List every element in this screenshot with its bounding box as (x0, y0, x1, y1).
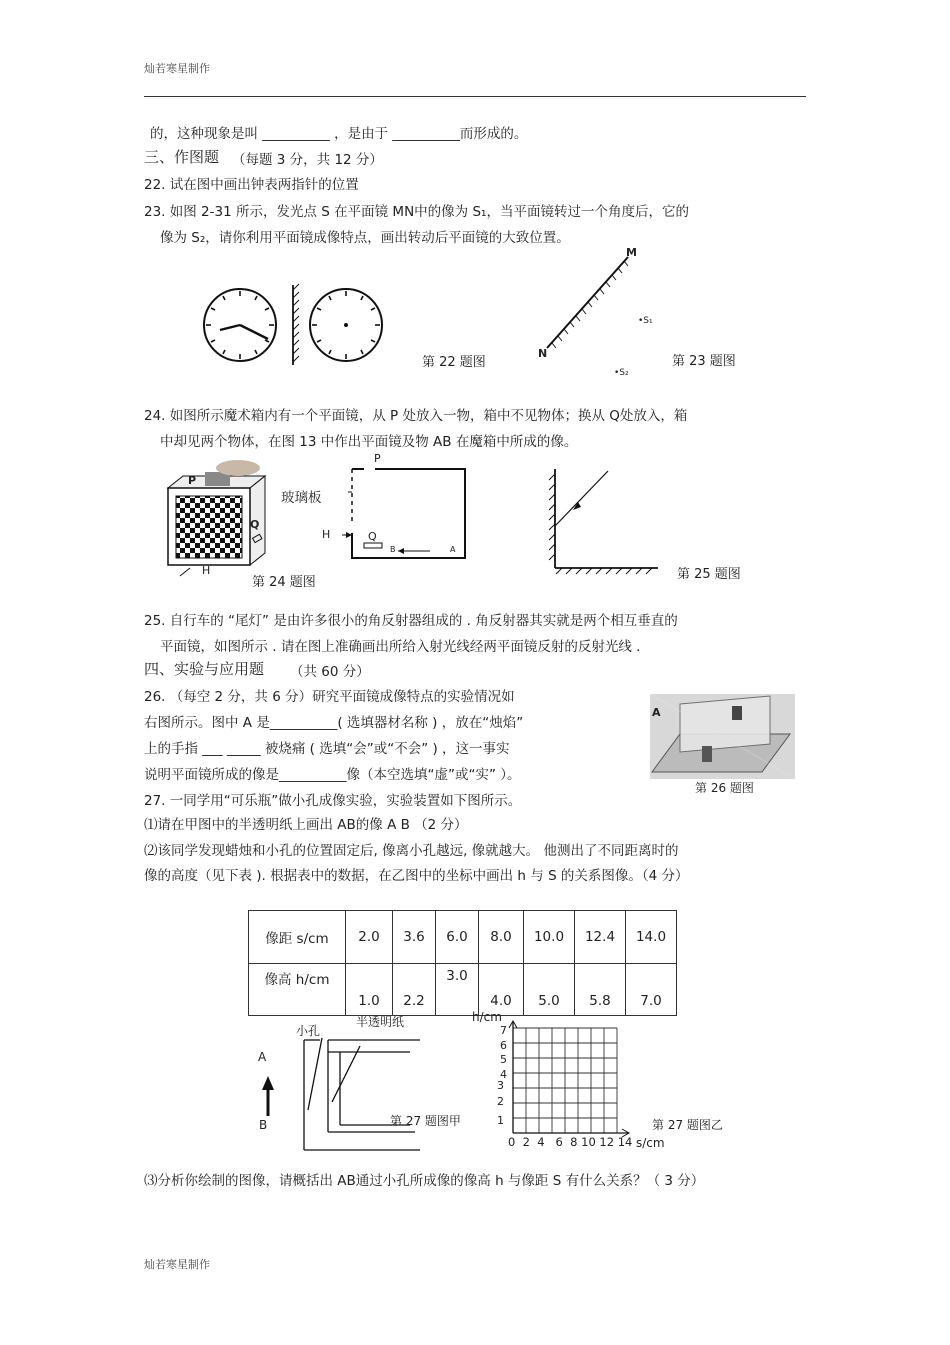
question-25-line2: 平面镜，如图所示 . 请在图上准确画出所给入射光线经两平面镜反射的反射光线 . (160, 639, 641, 655)
table-cell: 2.0 (346, 911, 393, 964)
figure-22-clocks (200, 280, 390, 370)
line-q21-end: 的，这种现象是叫 __________ ，是由于 __________而形成的。 (150, 126, 528, 142)
question-27-part2-line1: ⑵该同学发现蜡烛和小孔的位置固定后, 像离小孔越远, 像就越大。 他测出了不同距离时的 (144, 843, 679, 859)
label-A-fig27: A (258, 1050, 267, 1064)
label-N: N (538, 347, 548, 360)
question-26-line1: 26. （每空 2 分，共 6 分）研究平面镜成像特点的实验情况如 (144, 689, 515, 705)
table-cell: 像距 s/cm (249, 911, 346, 964)
label-Q-outline: Q (368, 530, 377, 543)
caption-23: 第 23 题图 (672, 354, 736, 369)
caption-25: 第 25 题图 (677, 567, 741, 582)
caption-26: 第 26 题图 (695, 781, 754, 795)
caption-27b: 第 27 题图乙 (652, 1118, 723, 1132)
table-row (249, 911, 677, 964)
label-B-fig27: B (259, 1118, 268, 1132)
label-P-outline: P (374, 452, 381, 465)
y-tick-3: 3 (497, 1079, 504, 1092)
question-26-line3: 上的手指 ___ _____ 被烧痛 ( 选填“会”或“不会” ) ，这一事实 (144, 741, 510, 757)
table-row (249, 964, 677, 1016)
label-H-box: H (202, 564, 211, 577)
label-pinhole: 小孔 (296, 1024, 321, 1038)
y-tick-4: 4 (500, 1068, 507, 1081)
table-cell: 3.6 (393, 911, 436, 964)
label-S1: •S₁ (638, 316, 653, 326)
table-cell: 4.0 (479, 964, 524, 1016)
caption-22: 第 22 题图 (422, 355, 486, 370)
table-cell: 7.0 (626, 964, 677, 1016)
table-cell: 像高 h/cm (249, 964, 346, 1016)
question-24-line1: 24. 如图所示魔术箱内有一个平面镜，从 P 处放入一物，箱中不见物体；换从 Q处放入，箱 (144, 408, 688, 424)
question-23-line1: 23. 如图 2-31 所示，发光点 S 在平面镜 MN中的像为 S₁，当平面镜转过一个角度后，它的 (144, 204, 689, 220)
table-cell: 5.0 (524, 964, 575, 1016)
section-4-title: 四、实验与应用题 (144, 660, 265, 678)
y-tick-2: 2 (497, 1095, 504, 1108)
section-3-title: 三、作图题 (144, 148, 220, 166)
figure-26-photo (650, 694, 795, 779)
question-27-part1: ⑴请在甲图中的半透明纸上画出 AB的像 A B （2 分） (144, 817, 468, 833)
table-cell: 5.8 (575, 964, 626, 1016)
axis-label-h: h/cm (472, 1010, 502, 1024)
question-22: 22. 试在图中画出钟表两指针的位置 (144, 177, 359, 193)
label-A-outline: A (450, 545, 456, 554)
question-26-line4: 说明平面镜所成的像是__________像（本空选填“虚”或“实” ）。 (144, 767, 521, 783)
question-24-line2: 中却见两个物体，在图 13 中作出平面镜及物 AB 在魔箱中所成的像。 (160, 434, 578, 450)
page-footer: 灿若寒星制作 (144, 1258, 210, 1271)
figure-25-corner-mirrors (540, 464, 665, 579)
y-tick-5: 5 (500, 1053, 507, 1066)
figure-27a-pinhole (250, 1020, 475, 1160)
label-glass-plate: 玻璃板 (281, 490, 322, 506)
label-translucent-paper: 半透明纸 (356, 1015, 405, 1029)
table-cell: 1.0 (346, 964, 393, 1016)
header-rule (144, 96, 806, 97)
figure-23-mirror (530, 245, 670, 385)
label-Q-box: Q (250, 518, 260, 531)
label-H-outline: H (322, 528, 331, 541)
table-cell: 3.0 (436, 964, 479, 1016)
question-27-part2-line2: 像的高度（见下表 ). 根据表中的数据，在乙图中的坐标中画出 h 与 S 的关系图像。（4 分） (144, 868, 689, 884)
table-cell: 12.4 (575, 911, 626, 964)
question-26-line2: 右图所示。图中 A 是__________( 选填器材名称 ) ，放在“烛焰” (144, 715, 524, 731)
label-M: M (626, 246, 637, 259)
table-cell: 10.0 (524, 911, 575, 964)
figure-27b-grid (505, 1020, 635, 1145)
y-tick-1: 1 (497, 1114, 504, 1127)
section-4-note: （共 60 分） (290, 664, 370, 680)
page-header: 灿若寒星制作 (144, 62, 210, 75)
label-A-fig26: A (652, 706, 661, 719)
table-cell: 14.0 (626, 911, 677, 964)
x-ticks: 0 2 4 6 8 10 12 14 (508, 1135, 633, 1149)
table-cell: 6.0 (436, 911, 479, 964)
label-B-outline: B (390, 545, 396, 554)
label-S2: •S₂ (614, 368, 629, 378)
y-tick-6: 6 (500, 1039, 507, 1052)
question-23-line2: 像为 S₂，请你利用平面镜成像特点，画出转动后平面镜的大致位置。 (160, 230, 570, 246)
y-tick-7: 7 (500, 1024, 507, 1037)
table-cell: 8.0 (479, 911, 524, 964)
question-27: 27. 一同学用“可乐瓶”做小孔成像实验，实验装置如下图所示。 (144, 793, 522, 809)
table-cell: 2.2 (393, 964, 436, 1016)
axis-label-s: s/cm (636, 1136, 665, 1150)
caption-24: 第 24 题图 (252, 575, 316, 590)
data-table (248, 910, 677, 1016)
section-3-note: （每题 3 分，共 12 分） (232, 152, 383, 168)
question-27-part3: ⑶分析你绘制的图像，请概括出 AB通过小孔所成像的像高 h 与像距 S 有什么关系？（ 3 分） (144, 1173, 705, 1189)
caption-27a: 第 27 题图甲 (390, 1114, 461, 1128)
label-P-box: P (188, 474, 197, 487)
question-25-line1: 25. 自行车的 “尾灯” 是由许多很小的角反射器组成的 . 角反射器其实就是两个相互垂直的 (144, 613, 678, 629)
